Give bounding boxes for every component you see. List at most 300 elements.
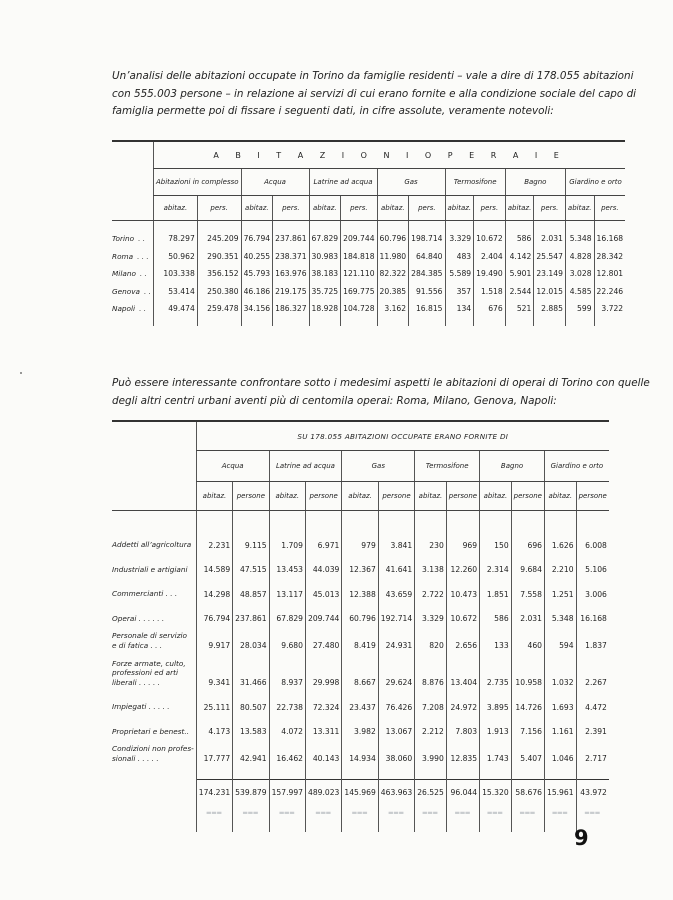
subheader: abitaz. [342, 482, 378, 511]
column-header: Latrine ad acqua [309, 169, 377, 196]
column-header: Giardino e orto [544, 451, 608, 482]
category-label-line: Personale di servizio [112, 631, 188, 640]
subheader: pers. [197, 196, 241, 221]
spacer-cell [415, 767, 447, 780]
value-cell: 198.714 [409, 230, 445, 248]
value-cell: 40.255 [241, 248, 273, 266]
spacer-cell [474, 318, 506, 326]
city-name: Roma [112, 251, 134, 261]
value-cell: 969 [446, 529, 479, 554]
spacer-row [112, 221, 625, 231]
value-cell: 2.722 [415, 578, 447, 603]
value-cell: 2.031 [511, 603, 544, 628]
category-label-line: sionali . . . . . [112, 753, 159, 763]
value-cell: 22.738 [269, 691, 305, 716]
leader-dots: . . [139, 304, 147, 314]
value-cell: 7.208 [415, 691, 447, 716]
value-cell: 31.466 [233, 654, 269, 691]
subheader: abitaz. [415, 482, 447, 511]
city-row [112, 283, 625, 301]
value-cell: 3.895 [480, 691, 512, 716]
spacer-cell [241, 318, 273, 326]
value-cell: 12.801 [594, 265, 625, 283]
subheader: abitaz. [309, 196, 341, 221]
spacer-cell [415, 511, 447, 530]
spacer-cell [474, 221, 506, 231]
value-cell: 3.841 [378, 529, 414, 554]
group-title: SU 178.055 ABITAZIONI OCCUPATE ERANO FORNITE DI [196, 421, 609, 451]
group-title: A B I T A Z I O N I O P E R A I E [154, 141, 626, 169]
value-cell: 2.314 [480, 554, 512, 579]
subheader: abitaz. [544, 482, 576, 511]
value-cell: 28.034 [233, 627, 269, 654]
value-cell: 3.990 [415, 740, 447, 767]
value-cell: 38.060 [378, 740, 414, 767]
value-cell: 5.407 [511, 740, 544, 767]
spacer-cell [480, 767, 512, 780]
value-cell: 13.404 [446, 654, 479, 691]
value-cell: 60.796 [342, 603, 378, 628]
spacer-cell [154, 221, 198, 231]
value-cell: 14.298 [196, 578, 232, 603]
category-label [112, 578, 196, 603]
column-header: Termosifone [445, 169, 505, 196]
total-cell: 26.525 [415, 780, 447, 805]
value-cell: 209.744 [341, 230, 377, 248]
subheader: pers. [474, 196, 506, 221]
value-cell: 5.348 [565, 230, 594, 248]
value-cell: 2.267 [576, 654, 609, 691]
value-cell: 356.152 [197, 265, 241, 283]
spacer-cell [565, 318, 594, 326]
column-header: Latrine ad acqua [269, 451, 342, 482]
category-label [112, 554, 196, 579]
subheader: persone [576, 482, 609, 511]
value-cell: 47.515 [233, 554, 269, 579]
value-cell: 7.803 [446, 716, 479, 741]
value-cell: 1.709 [269, 529, 305, 554]
value-cell: 10.958 [511, 654, 544, 691]
value-cell: 82.322 [377, 265, 409, 283]
value-cell: 12.015 [534, 283, 566, 301]
value-cell: 8.419 [342, 627, 378, 654]
city-label [112, 265, 154, 283]
spacer-cell [197, 221, 241, 231]
spacer-cell [342, 822, 378, 832]
value-cell: 45.013 [305, 578, 341, 603]
value-cell: 19.490 [474, 265, 506, 283]
value-cell: 133 [480, 627, 512, 654]
middle-line: Può essere interessante confrontare sotto i medesimi aspetti le abitazioni di operai di Torino con quelle [112, 377, 650, 389]
value-cell: 3.329 [445, 230, 474, 248]
spacer-cell [378, 511, 414, 530]
value-cell: 2.210 [544, 554, 576, 579]
value-cell: 60.796 [377, 230, 409, 248]
subheader: pers. [594, 196, 625, 221]
value-cell: 8.667 [342, 654, 378, 691]
category-label-line: e di fatica . . . [112, 640, 163, 650]
value-cell: 13.117 [269, 578, 305, 603]
spacer-cell [445, 221, 474, 231]
value-cell: 67.829 [309, 230, 341, 248]
value-cell: 8.876 [415, 654, 447, 691]
value-cell: 2.404 [474, 248, 506, 266]
value-cell: 209.744 [305, 603, 341, 628]
leader-dots: . . . [137, 251, 149, 261]
value-cell: 40.143 [305, 740, 341, 767]
subheader: abitaz. [241, 196, 273, 221]
value-cell: 9.917 [196, 627, 232, 654]
value-cell: 9.115 [233, 529, 269, 554]
value-cell: 38.183 [309, 265, 341, 283]
city-label [112, 283, 154, 301]
spacer-cell [305, 511, 341, 530]
value-cell: 23.149 [534, 265, 566, 283]
value-cell: 78.297 [154, 230, 198, 248]
category-row [112, 740, 609, 767]
spacer-cell [445, 318, 474, 326]
value-cell: 16.815 [409, 300, 445, 318]
value-cell: 2.544 [505, 283, 534, 301]
value-cell: 3.329 [415, 603, 447, 628]
value-cell: 5.589 [445, 265, 474, 283]
value-cell: 13.453 [269, 554, 305, 579]
value-cell: 1.743 [480, 740, 512, 767]
value-cell: 7.558 [511, 578, 544, 603]
column-header: Acqua [196, 451, 269, 482]
value-cell: 586 [480, 603, 512, 628]
category-label [112, 716, 196, 741]
value-cell: 820 [415, 627, 447, 654]
value-cell: 28.342 [594, 248, 625, 266]
subheader: persone [446, 482, 479, 511]
value-cell: 27.480 [305, 627, 341, 654]
spacer-cell [534, 318, 566, 326]
spacer-cell [576, 767, 609, 780]
category-label-line: Industriali e artigiani [112, 564, 188, 574]
double-rule-mark: ═══ [305, 804, 341, 822]
column-header: Bagno [480, 451, 545, 482]
subheader: abitaz. [154, 196, 198, 221]
category-row [112, 603, 609, 628]
category-label-line: liberali . . . . . [112, 677, 160, 687]
category-label [112, 691, 196, 716]
spacer-row [112, 822, 609, 832]
value-cell: 35.725 [309, 283, 341, 301]
spacer-cell [196, 511, 232, 530]
stub-cell [112, 169, 154, 196]
value-cell: 2.717 [576, 740, 609, 767]
subheader: abitaz. [480, 482, 512, 511]
stub-cell [112, 421, 196, 451]
spacer-cell [112, 767, 196, 780]
value-cell: 14.589 [196, 554, 232, 579]
spacer-row [112, 511, 609, 530]
category-label-line: Impiegati . . . . . [112, 702, 170, 711]
subheader: persone [233, 482, 269, 511]
value-cell: 25.547 [534, 248, 566, 266]
leader-dots: . . [144, 286, 151, 296]
category-label-line: Forze armate, culto, [112, 658, 186, 668]
value-cell: 169.775 [341, 283, 377, 301]
spacer-cell [378, 767, 414, 780]
spacer-cell [415, 822, 447, 832]
spacer-cell [341, 318, 377, 326]
value-cell: 12.388 [342, 578, 378, 603]
intro-paragraph [112, 68, 637, 121]
value-cell: 80.507 [233, 691, 269, 716]
subheader: persone [378, 482, 414, 511]
value-cell: 49.474 [154, 300, 198, 318]
value-cell: 3.162 [377, 300, 409, 318]
double-rule-mark: ═══ [378, 804, 414, 822]
city-row [112, 300, 625, 318]
value-cell: 1.837 [576, 627, 609, 654]
double-rule-row [112, 804, 609, 822]
spacer-cell [409, 318, 445, 326]
city-label [112, 300, 154, 318]
value-cell: 45.793 [241, 265, 273, 283]
value-cell: 1.851 [480, 578, 512, 603]
spacer-cell [505, 221, 534, 231]
spacer-cell [446, 822, 479, 832]
scan-speck [20, 372, 22, 374]
value-cell: 12.367 [342, 554, 378, 579]
spacer-cell [341, 221, 377, 231]
spacer-cell [112, 511, 196, 530]
spacer-cell [565, 221, 594, 231]
value-cell: 24.931 [378, 627, 414, 654]
middle-line: degli altri centri urbani aventi più di centomila operai: Roma, Milano, Genova, Napoli: [112, 394, 557, 407]
value-cell: 163.976 [273, 265, 309, 283]
spacer-cell [154, 318, 198, 326]
category-label-line: professioni ed arti [112, 668, 179, 677]
total-cell: 489.023 [305, 780, 341, 805]
spacer-cell [342, 511, 378, 530]
spacer-cell [112, 221, 154, 231]
value-cell: 219.175 [273, 283, 309, 301]
spacer-cell [377, 221, 409, 231]
category-label [112, 529, 196, 554]
category-row [112, 554, 609, 579]
value-cell: 48.857 [233, 578, 269, 603]
spacer-cell [269, 767, 305, 780]
value-cell: 3.028 [565, 265, 594, 283]
totals-row [112, 780, 609, 805]
subheader: abitaz. [377, 196, 409, 221]
category-label [112, 603, 196, 628]
subheader: abitaz. [196, 482, 232, 511]
total-cell: 463.963 [378, 780, 414, 805]
value-cell: 46.186 [241, 283, 273, 301]
value-cell: 237.861 [273, 230, 309, 248]
subheader: pers. [341, 196, 377, 221]
spacer-cell [446, 511, 479, 530]
category-row [112, 654, 609, 691]
group-header-row [112, 141, 625, 169]
spacer-cell [197, 318, 241, 326]
value-cell: 284.385 [409, 265, 445, 283]
double-rule-mark: ═══ [480, 804, 512, 822]
spacer-cell [511, 767, 544, 780]
spacer-cell [233, 767, 269, 780]
value-cell: 13.067 [378, 716, 414, 741]
value-cell: 460 [511, 627, 544, 654]
value-cell: 357 [445, 283, 474, 301]
total-cell: 174.231 [196, 780, 232, 805]
value-cell: 4.472 [576, 691, 609, 716]
spacer-cell [511, 511, 544, 530]
column-header: Termosifone [415, 451, 480, 482]
value-cell: 10.672 [474, 230, 506, 248]
value-cell: 23.437 [342, 691, 378, 716]
intro-line: Un’analisi delle abitazioni occupate in Torino da famiglie residenti – vale a dire di 178.055 abitazioni [112, 70, 634, 82]
value-cell: 76.426 [378, 691, 414, 716]
category-row [112, 691, 609, 716]
category-row [112, 578, 609, 603]
city-name: Napoli [112, 304, 136, 314]
spacer-cell [377, 318, 409, 326]
category-row [112, 716, 609, 741]
value-cell: 34.156 [241, 300, 273, 318]
value-cell: 13.311 [305, 716, 341, 741]
value-cell: 9.680 [269, 627, 305, 654]
value-cell: 43.659 [378, 578, 414, 603]
value-cell: 9.341 [196, 654, 232, 691]
total-cell: 15.961 [544, 780, 576, 805]
value-cell: 22.246 [594, 283, 625, 301]
value-cell: 103.338 [154, 265, 198, 283]
value-cell: 64.840 [409, 248, 445, 266]
value-cell: 16.168 [576, 603, 609, 628]
city-row [112, 248, 625, 266]
total-cell: 96.044 [446, 780, 479, 805]
stub-cell [112, 141, 154, 169]
subheader: abitaz. [445, 196, 474, 221]
subheader: pers. [409, 196, 445, 221]
spacer-cell [544, 511, 576, 530]
column-header: Bagno [505, 169, 565, 196]
spacer-row [112, 767, 609, 780]
value-cell: 42.941 [233, 740, 269, 767]
value-cell: 3.138 [415, 554, 447, 579]
leader-dots: . . [139, 269, 147, 279]
value-cell: 192.714 [378, 603, 414, 628]
category-row [112, 529, 609, 554]
double-rule-mark: ═══ [342, 804, 378, 822]
subheader: abitaz. [269, 482, 305, 511]
intro-line: famiglia permette poi di fissare i seguenti dati, in cifre assolute, veramente notevoli: [112, 105, 554, 117]
value-cell: 12.260 [446, 554, 479, 579]
spacer-cell [309, 221, 341, 231]
city-name: Milano [112, 269, 136, 279]
value-cell: 9.684 [511, 554, 544, 579]
value-cell: 483 [445, 248, 474, 266]
value-cell: 25.111 [196, 691, 232, 716]
value-cell: 3.722 [594, 300, 625, 318]
value-cell: 1.046 [544, 740, 576, 767]
value-cell: 10.672 [446, 603, 479, 628]
value-cell: 594 [544, 627, 576, 654]
value-cell: 2.391 [576, 716, 609, 741]
spacer-cell [505, 318, 534, 326]
value-cell: 4.173 [196, 716, 232, 741]
spacer-cell [305, 767, 341, 780]
value-cell: 4.142 [505, 248, 534, 266]
value-cell: 17.777 [196, 740, 232, 767]
value-cell: 238.371 [273, 248, 309, 266]
category-label-line: Condizioni non profes- [112, 744, 194, 753]
city-name: Genova [112, 286, 141, 296]
page-number: 9 [574, 826, 589, 850]
column-header: Acqua [241, 169, 309, 196]
workers-housing-by-city-table [112, 140, 625, 326]
double-rule-mark: ═══ [511, 804, 544, 822]
spacer-cell [305, 822, 341, 832]
city-label [112, 248, 154, 266]
value-cell: 2.231 [196, 529, 232, 554]
value-cell: 16.168 [594, 230, 625, 248]
subheader: persone [511, 482, 544, 511]
value-cell: 2.212 [415, 716, 447, 741]
category-label-line: Addetti all’agricoltura [112, 540, 192, 549]
spacer-cell [534, 221, 566, 231]
value-cell: 521 [505, 300, 534, 318]
spacer-cell [480, 822, 512, 832]
value-cell: 29.998 [305, 654, 341, 691]
spacer-cell [511, 822, 544, 832]
value-cell: 4.828 [565, 248, 594, 266]
city-row [112, 265, 625, 283]
double-rule-mark: ═══ [269, 804, 305, 822]
column-header-row [112, 169, 625, 196]
value-cell: 237.861 [233, 603, 269, 628]
value-cell: 1.913 [480, 716, 512, 741]
column-header: Gas [377, 169, 445, 196]
double-rule-mark: ═══ [196, 804, 232, 822]
value-cell: 41.641 [378, 554, 414, 579]
value-cell: 1.693 [544, 691, 576, 716]
value-cell: 3.982 [342, 716, 378, 741]
category-label-line: Proprietari e benest.. [112, 726, 190, 736]
spacer-cell [273, 221, 309, 231]
value-cell: 8.937 [269, 654, 305, 691]
value-cell: 2.885 [534, 300, 566, 318]
spacer-cell [594, 318, 625, 326]
value-cell: 13.583 [233, 716, 269, 741]
value-cell: 10.473 [446, 578, 479, 603]
value-cell: 599 [565, 300, 594, 318]
turin-housing-by-social-condition-table [112, 420, 609, 832]
value-cell: 14.726 [511, 691, 544, 716]
spacer-cell [544, 767, 576, 780]
value-cell: 76.794 [196, 603, 232, 628]
value-cell: 1.518 [474, 283, 506, 301]
value-cell: 1.161 [544, 716, 576, 741]
value-cell: 16.462 [269, 740, 305, 767]
value-cell: 14.934 [342, 740, 378, 767]
spacer-cell [269, 511, 305, 530]
value-cell: 186.327 [273, 300, 309, 318]
value-cell: 76.794 [241, 230, 273, 248]
value-cell: 5.106 [576, 554, 609, 579]
subheader: abitaz. [565, 196, 594, 221]
value-cell: 250.380 [197, 283, 241, 301]
value-cell: 7.156 [511, 716, 544, 741]
total-cell: 58.676 [511, 780, 544, 805]
value-cell: 5.348 [544, 603, 576, 628]
spacer-cell [233, 822, 269, 832]
